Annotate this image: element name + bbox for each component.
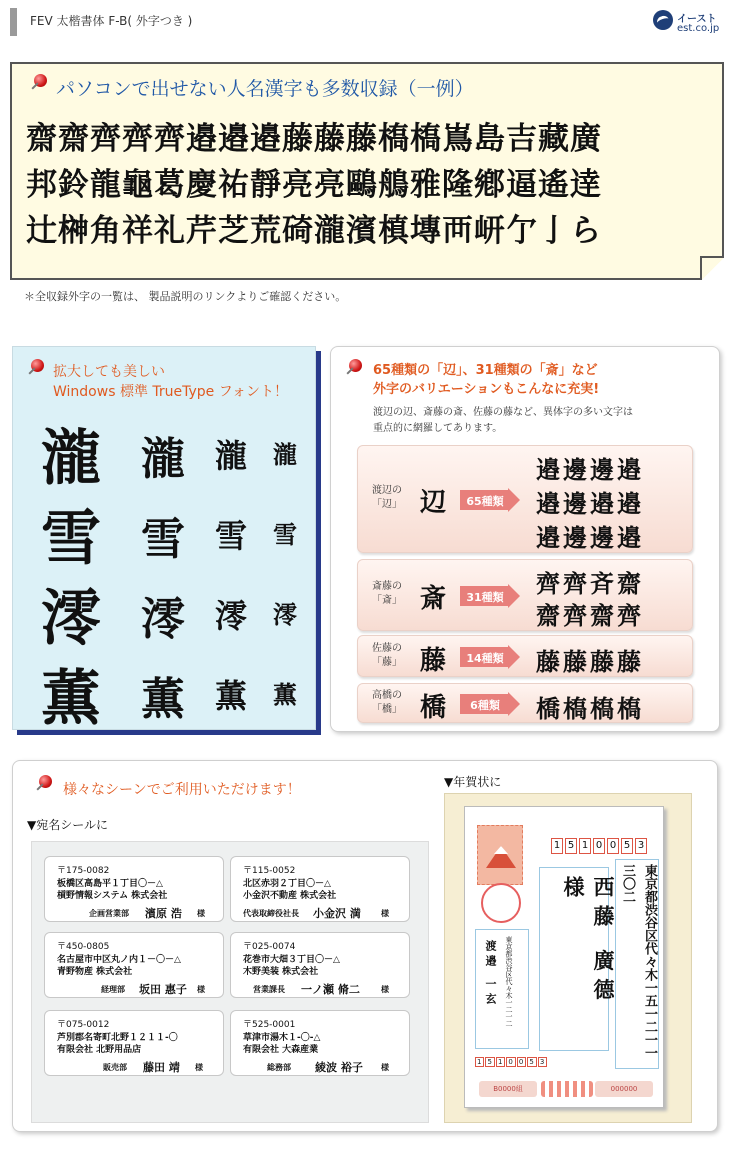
address-label xyxy=(44,932,224,998)
logo-domain: est.co.jp xyxy=(677,23,720,34)
glyph-sm: 瀧 xyxy=(273,440,297,469)
label-honorific: 様 xyxy=(381,985,389,994)
variant-count: 14種類 xyxy=(466,652,504,665)
postmark-icon xyxy=(481,883,521,923)
label-honorific: 様 xyxy=(195,1063,203,1072)
variant-group-label xyxy=(372,689,402,717)
glyph-md: 瀧 xyxy=(215,437,248,475)
page-fold-corner xyxy=(700,256,724,280)
lottery-number: 000000 xyxy=(595,1081,653,1097)
zip-digit: 1 xyxy=(477,1058,483,1066)
label-role: 総務部 xyxy=(267,1063,291,1072)
hero-line: 辻榊角祥礼芹芝荒碕瀧濱槙塼襾岍亇亅ら xyxy=(26,213,602,249)
label-line: 「橋」 xyxy=(372,704,402,715)
variant-row: 邉邊邊邉 xyxy=(536,523,644,552)
label-name: 濱原 浩 xyxy=(145,907,182,920)
label-name: 小金沢 満 xyxy=(313,907,361,920)
variant-group-sai xyxy=(357,559,693,631)
label-company: 槓野情報システム 株式会社 xyxy=(57,891,168,901)
new-year-postcard xyxy=(464,806,664,1108)
variant-row: 齊齊斉齋 xyxy=(536,569,644,598)
zip-digit: 5 xyxy=(529,1058,535,1066)
hero-character-sample xyxy=(26,116,716,254)
header-accent-bar xyxy=(10,8,17,36)
zip-digit: 3 xyxy=(539,1058,546,1066)
glyph-xl: 薫 xyxy=(41,664,101,734)
variant-group-label xyxy=(372,642,402,670)
label-address: 名古屋市中区丸ノ内１－〇－△ xyxy=(57,955,181,965)
label-name: 一ノ瀬 脩二 xyxy=(301,983,360,996)
base-character: 藤 xyxy=(420,646,447,676)
zip-digit: 5 xyxy=(621,838,633,854)
label-company: 青野物産 株式会社 xyxy=(57,967,133,977)
variant-group-hashi xyxy=(357,683,693,723)
pushpin-icon xyxy=(345,359,363,377)
label-zip: 〒450-0805 xyxy=(57,942,110,952)
sender-zip-boxes xyxy=(475,1057,548,1067)
panel-title: 65種類の「辺」、31種類の「斎」など xyxy=(373,363,598,378)
pushpin-icon xyxy=(27,359,45,377)
label-role: 企画営業部 xyxy=(89,909,129,918)
variant-group-label xyxy=(372,580,402,608)
glyph-lg: 澪 xyxy=(141,594,185,645)
hero-card xyxy=(10,62,724,280)
recipient-name-frame xyxy=(539,867,616,1051)
zip-digit: 1 xyxy=(551,838,563,854)
zip-digit: 5 xyxy=(487,1058,493,1066)
size-row xyxy=(29,649,319,734)
glyph-xl: 雪 xyxy=(41,504,101,574)
label-name: 坂田 惠子 xyxy=(139,983,187,996)
label-role: 経理部 xyxy=(101,985,125,994)
variant-row: 齋齊齋齊 xyxy=(536,601,644,630)
logo-text: イースト xyxy=(677,14,717,25)
zip-digit: 1 xyxy=(497,1058,504,1066)
glyph-lg: 薫 xyxy=(141,674,185,725)
variant-count: 31種類 xyxy=(466,591,504,604)
glyph-sm: 澪 xyxy=(273,600,297,629)
label-line: 斎藤の xyxy=(372,581,402,592)
label-honorific: 様 xyxy=(381,909,389,918)
variant-row: 邉邊邉邉 xyxy=(536,489,644,518)
glyph-sm: 雪 xyxy=(273,520,297,549)
panel-title: 様々なシーンでご利用いただけます！ xyxy=(63,782,301,798)
recipient-address: 東京都渋谷区代々木一五一二一一三〇二 xyxy=(620,864,657,1059)
label-address: 草津市湯木１-〇-△ xyxy=(243,1033,321,1043)
label-honorific: 様 xyxy=(381,1063,389,1072)
label-company: 木野美装 株式会社 xyxy=(243,967,319,977)
decorative-wave xyxy=(541,1081,593,1097)
address-label xyxy=(230,856,410,922)
label-address: 花巻市大畑３丁目〇－△ xyxy=(243,955,340,965)
base-character: 斎 xyxy=(420,584,447,614)
section-label-new-year-card: ▼年賀状に xyxy=(444,775,502,789)
size-comparison-grid xyxy=(29,409,319,734)
recipient-address-frame xyxy=(615,859,659,1069)
panel-description: 重点的に網羅してあります。 xyxy=(373,423,503,434)
label-name: 藤田 靖 xyxy=(143,1061,180,1074)
label-line: 佐藤の xyxy=(372,643,402,654)
sender-address: 東京都渋谷区代々木一二一二 xyxy=(505,936,513,1027)
section-label-address-labels: ▼宛名シールに xyxy=(27,818,108,832)
address-label-sheet xyxy=(31,841,429,1123)
pushpin-icon xyxy=(30,74,48,92)
label-role: 代表取締役社長 xyxy=(243,909,299,918)
sender-name: 渡邉 一玄 xyxy=(484,940,497,1008)
glyph-xl: 澪 xyxy=(41,584,101,654)
panel-description: 渡辺の辺、斎藤の斎、佐藤の藤など、異体字の多い文字は xyxy=(373,407,633,418)
brand-logo[interactable] xyxy=(653,8,720,38)
zip-digit: 5 xyxy=(565,838,577,854)
variants-panel xyxy=(330,346,720,732)
label-zip: 〒115-0052 xyxy=(243,866,296,876)
label-zip: 〒175-0082 xyxy=(57,866,110,876)
glyph-xl: 瀧 xyxy=(41,424,101,494)
label-role: 販売部 xyxy=(103,1063,127,1072)
pushpin-icon xyxy=(35,775,53,793)
variant-count: 65種類 xyxy=(466,495,504,508)
postage-stamp-icon xyxy=(477,825,523,885)
glyph-md: 薫 xyxy=(215,677,248,715)
variant-count: 6種類 xyxy=(470,699,500,712)
label-address: 北区赤羽２丁目〇－△ xyxy=(243,879,331,889)
hero-line: 邦鈴龍龜葛慶祐靜亮亮鷗鵃雅隆鄕逼遙逹 xyxy=(26,167,602,203)
arrow-right-icon xyxy=(460,694,518,714)
size-row xyxy=(29,409,319,494)
glyph-lg: 雪 xyxy=(141,514,185,565)
hero-heading: パソコンで出せない人名漢字も多数収録（一例） xyxy=(56,78,474,100)
arrow-right-icon xyxy=(460,490,518,510)
label-zip: 〒025-0074 xyxy=(243,942,296,952)
hero-line: 齋齋齊齊齊邉邉邉藤藤藤槗槗嶌島吉藏廣 xyxy=(26,121,602,157)
lottery-number: B0000組 xyxy=(479,1081,537,1097)
address-label xyxy=(230,932,410,998)
recipient-name: 西藤 廣德 様 xyxy=(561,876,616,1008)
address-label xyxy=(44,856,224,922)
label-line: 「斎」 xyxy=(372,595,402,606)
label-role: 営業課長 xyxy=(253,985,285,994)
header xyxy=(0,0,735,40)
glyph-md: 澪 xyxy=(215,597,248,635)
label-line: 渡辺の xyxy=(372,485,402,496)
glyph-md: 雪 xyxy=(215,517,248,555)
panel-title: 拡大しても美しい xyxy=(53,364,165,380)
page-title: FEV 太楷書体 F-B( 外字つき ) xyxy=(30,14,193,28)
arrow-right-icon xyxy=(460,586,518,606)
size-row xyxy=(29,489,319,574)
label-line: 「藤」 xyxy=(372,657,402,668)
sender-frame xyxy=(475,929,529,1049)
size-row xyxy=(29,569,319,654)
scaling-panel xyxy=(12,346,316,734)
zip-digit: 0 xyxy=(508,1058,514,1066)
label-line: 高橋の xyxy=(372,690,402,701)
zip-digit: 0 xyxy=(518,1058,525,1066)
label-company: 有限会社 大森産業 xyxy=(243,1045,319,1055)
variant-group-label xyxy=(372,484,402,512)
base-character: 橋 xyxy=(420,693,447,723)
address-label xyxy=(44,1010,224,1076)
zip-digit: 0 xyxy=(607,838,619,854)
label-honorific: 様 xyxy=(197,909,205,918)
variant-row: 邉邊邊邉 xyxy=(536,455,644,484)
label-line: 「辺」 xyxy=(372,499,402,510)
label-name: 綾波 裕子 xyxy=(315,1061,363,1074)
label-address: 板橋区高島平１丁目〇－△ xyxy=(57,879,163,889)
logo-icon xyxy=(653,10,673,30)
variant-group-hen xyxy=(357,445,693,553)
glyph-lg: 瀧 xyxy=(141,434,185,485)
label-address: 芦別郡名寄町北野１２１１-〇 xyxy=(57,1033,178,1043)
variant-row: 橋槗槗槗 xyxy=(536,694,644,723)
label-zip: 〒075-0012 xyxy=(57,1020,110,1030)
label-honorific: 様 xyxy=(197,985,205,994)
panel-subtitle: Windows 標準 TrueType フォント！ xyxy=(53,384,289,400)
label-company: 有限会社 北野用品店 xyxy=(57,1045,142,1055)
footnote: ＊全収録外字の一覧は、 製品説明のリンクよりご確認ください。 xyxy=(24,290,347,303)
label-company: 小金沢不動産 株式会社 xyxy=(243,891,337,901)
zip-digit: 1 xyxy=(579,838,591,854)
variant-row: 藤藤藤藤 xyxy=(536,647,644,676)
variant-group-fuji xyxy=(357,635,693,677)
arrow-right-icon xyxy=(460,647,518,667)
zip-digit: 0 xyxy=(593,838,605,854)
glyph-sm: 薫 xyxy=(273,680,297,709)
recipient-zip-boxes xyxy=(551,833,649,854)
label-zip: 〒525-0001 xyxy=(243,1020,296,1030)
base-character: 辺 xyxy=(420,488,447,518)
address-label xyxy=(230,1010,410,1076)
panel-subtitle: 外字のバリエーションもこんなに充実! xyxy=(373,382,600,397)
zip-digit: 3 xyxy=(635,838,647,854)
